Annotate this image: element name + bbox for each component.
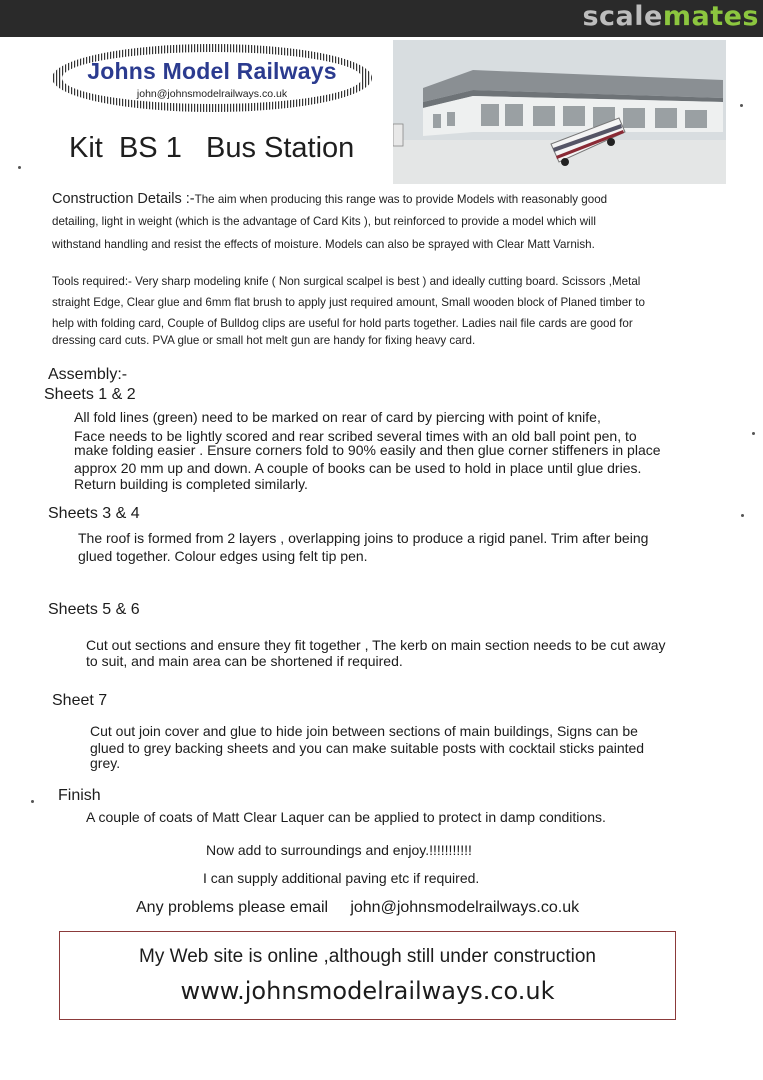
construction-details-line1: Construction Details :-The aim when producing this range was to provide Models with reasonably good bbox=[52, 191, 608, 207]
sheets-5-6-line2: to suit, and main area can be shortened if required. bbox=[86, 653, 403, 669]
sheets-1-2-line5: Return building is completed similarly. bbox=[74, 476, 308, 492]
tools-line2: straight Edge, Clear glue and 6mm flat brush to apply just required amount, Small wooden block of Planed timber to bbox=[52, 296, 645, 309]
website-url: www.johnsmodelrailways.co.uk bbox=[180, 977, 555, 1005]
sheets-3-4-line2: glued together. Colour edges using felt tip pen. bbox=[78, 548, 368, 564]
sheets-1-2-line3: make folding easier . Ensure corners fold to 90% easily and then glue corner stiffeners in place bbox=[74, 442, 661, 458]
sheets-1-2-line2: Face needs to be lightly scored and rear scribed several times with an old ball point pen, to bbox=[74, 428, 637, 444]
problems-email-line: Any problems please email john@johnsmodelrailways.co.uk bbox=[136, 899, 580, 916]
scan-speck bbox=[741, 514, 744, 517]
assembly-heading: Assembly:- bbox=[48, 366, 128, 383]
top-banner bbox=[0, 0, 763, 37]
scalemates-watermark: scalemates bbox=[582, 1, 759, 32]
sheets-1-2-line1: All fold lines (green) need to be marked on rear of card by piercing with point of knife, bbox=[74, 409, 601, 425]
finish-line: A couple of coats of Matt Clear Laquer can be applied to protect in damp conditions. bbox=[86, 809, 606, 825]
website-status-text: My Web site is online ,although still under construction bbox=[139, 946, 596, 967]
sheets-5-6-line1: Cut out sections and ensure they fit together , The kerb on main section needs to be cut away bbox=[86, 637, 666, 653]
sheets-1-2-heading: Sheets 1 & 2 bbox=[44, 386, 136, 403]
sheets-3-4-line1: The roof is formed from 2 layers , overlapping joins to produce a rigid panel. Trim after being bbox=[78, 530, 649, 546]
sheets-5-6-heading: Sheets 5 & 6 bbox=[48, 601, 140, 618]
tools-line3: help with folding card, Couple of Bulldog clips are useful for hold parts together. Ladies nail file cards are good for bbox=[52, 317, 633, 330]
logo-email: john@johnsmodelrailways.co.uk bbox=[136, 88, 288, 100]
tools-line1: Tools required:- Very sharp modeling knife ( Non surgical scalpel is best ) and ideally cutting board. Scissors ,Metal bbox=[52, 275, 641, 288]
sheets-3-4-heading: Sheets 3 & 4 bbox=[48, 505, 140, 522]
kit-title: Kit BS 1 Bus Station bbox=[69, 132, 355, 164]
scan-speck bbox=[740, 104, 743, 107]
scan-speck bbox=[31, 800, 34, 803]
construction-details-line2: detailing, light in weight (which is the advantage of Card Kits ), but reinforced to provide a model which will bbox=[52, 215, 596, 228]
sheet-7-heading: Sheet 7 bbox=[52, 692, 108, 709]
paving-line: I can supply additional paving etc if required. bbox=[203, 870, 480, 886]
tools-line4: dressing card cuts. PVA glue or small hot melt gun are handy for fixing heavy card. bbox=[52, 334, 476, 347]
finish-heading: Finish bbox=[58, 787, 101, 804]
sheet-7-line1: Cut out join cover and glue to hide join between sections of main buildings, Signs can be bbox=[90, 723, 638, 739]
scan-speck bbox=[752, 432, 755, 435]
sheet-7-line2: glued to grey backing sheets and you can make suitable posts with cocktail sticks painted bbox=[90, 740, 645, 756]
logo-title: Johns Model Railways bbox=[87, 58, 337, 84]
scan-speck bbox=[18, 166, 21, 169]
enjoy-line: Now add to surroundings and enjoy.!!!!!!!!!!! bbox=[206, 842, 472, 858]
sheet-7-line3: grey. bbox=[90, 755, 121, 771]
company-logo bbox=[50, 42, 374, 114]
website-box bbox=[59, 931, 676, 1020]
sheets-1-2-line4: approx 20 mm up and down. A couple of books can be used to hold in place until glue dries. bbox=[74, 460, 642, 476]
bus-station-photo bbox=[393, 40, 726, 184]
construction-details-line3: withstand handling and resist the effects of moisture. Models can also be sprayed with Clear Matt Varnish. bbox=[52, 238, 595, 251]
